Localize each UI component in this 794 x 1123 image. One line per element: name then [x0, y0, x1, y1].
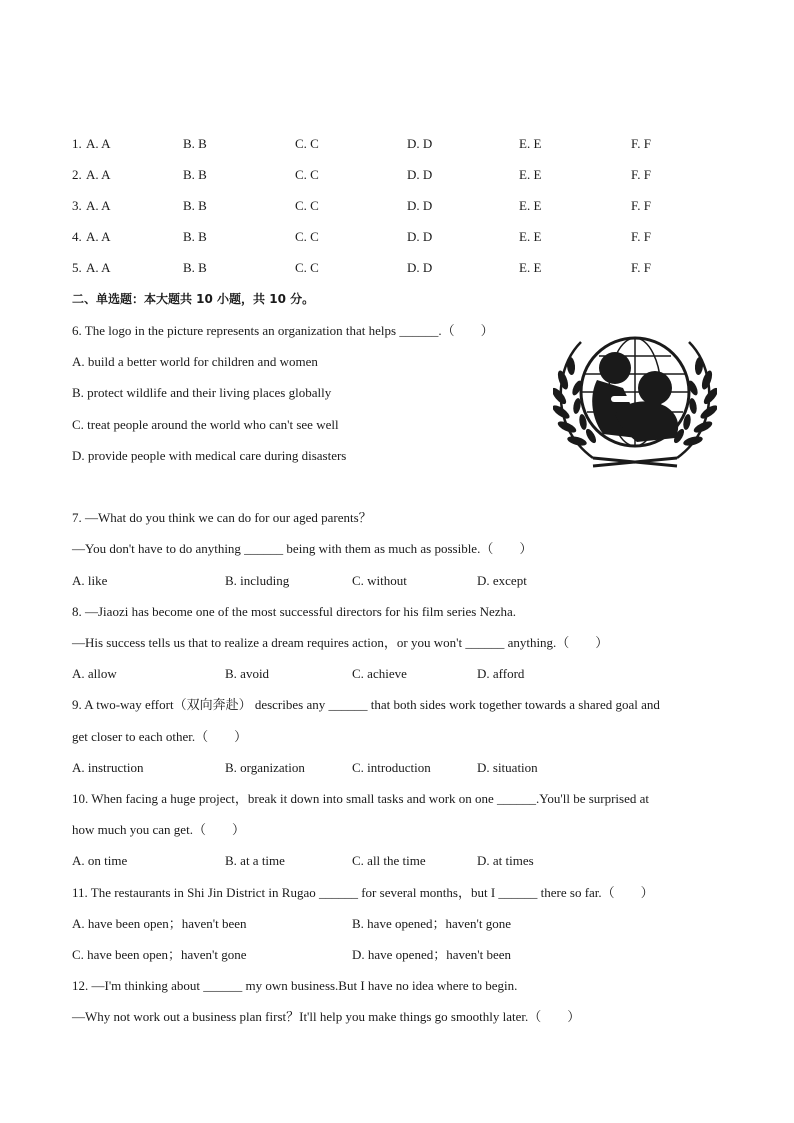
q8-stem: 8. —Jiaozi has become one of the most successful directors for his film series Nezha.: [72, 604, 517, 619]
q8-options: [72, 666, 732, 682]
option-d: D. D: [407, 136, 433, 151]
q9-options: [72, 760, 732, 776]
option-f: F. F: [631, 198, 651, 213]
option-c: C. C: [295, 136, 319, 151]
q7-stem: 7. —What do you think we can do for our aged parents？: [72, 510, 372, 525]
q6-stem: 6. The logo in the picture represents an organization that helps ______.（ ）: [72, 323, 494, 338]
q10-option-b: B. at a time: [225, 853, 285, 868]
option-e: E. E: [519, 229, 542, 244]
q8-option-c: C. achieve: [352, 666, 407, 681]
q11-option-c: C. have been open；haven't gone: [72, 947, 247, 962]
q10-options: [72, 853, 732, 869]
row-number: 3.: [72, 198, 82, 213]
option-f: F. F: [631, 229, 651, 244]
option-b: B. B: [183, 260, 207, 275]
q10-option-d: D. at times: [477, 853, 534, 868]
q6-option-b: B. protect wildlife and their living places globally: [72, 385, 332, 400]
q8-option-a: A. allow: [72, 666, 117, 681]
q10-option-a: A. on time: [72, 853, 128, 868]
option-e: E. E: [519, 167, 542, 182]
q12-stem: 12. —I'm thinking about ______ my own business.But I have no idea where to begin.: [72, 978, 518, 993]
q7-option-b: B. including: [225, 573, 290, 588]
option-e: E. E: [519, 136, 542, 151]
q6-option-c: C. treat people around the world who can't see well: [72, 417, 339, 432]
option-c: C. C: [295, 260, 319, 275]
q9-option-b: B. organization: [225, 760, 305, 775]
section-title: 二、单选题：本大题共 10 小题，共 10 分。: [72, 292, 315, 306]
row-number: 5.: [72, 260, 82, 275]
option-f: F. F: [631, 136, 651, 151]
option-d: D. D: [407, 260, 433, 275]
q12-response: —Why not work out a business plan first？It'll help you make things go smoothly later.（ ）: [72, 1009, 581, 1024]
q11-option-b: B. have opened；haven't gone: [352, 916, 512, 931]
matching-row-5: [72, 260, 732, 276]
q9-option-c: C. introduction: [352, 760, 431, 775]
option-c: C. C: [295, 229, 319, 244]
matching-row-2: [72, 167, 732, 183]
option-d: D. D: [407, 229, 433, 244]
option-b: B. B: [183, 136, 207, 151]
q10-option-c: C. all the time: [352, 853, 426, 868]
option-a: A. A: [86, 198, 111, 213]
option-a: A. A: [86, 229, 111, 244]
q11-options-row-1: [72, 916, 732, 932]
q6-option-a: A. build a better world for children and women: [72, 354, 318, 369]
row-number: 4.: [72, 229, 82, 244]
q10-stem: 10. When facing a huge project，break it down into small tasks and work on one ______.You'll be surprised at: [72, 791, 650, 806]
option-f: F. F: [631, 260, 651, 275]
q7-option-d: D. except: [477, 573, 527, 588]
option-b: B. B: [183, 167, 207, 182]
row-number: 1.: [72, 136, 82, 151]
q11-option-d: D. have opened；haven't been: [352, 947, 512, 962]
option-b: B. B: [183, 198, 207, 213]
option-b: B. B: [183, 229, 207, 244]
q7-options: [72, 573, 732, 589]
option-c: C. C: [295, 198, 319, 213]
option-a: A. A: [86, 260, 111, 275]
q8-option-b: B. avoid: [225, 666, 270, 681]
option-f: F. F: [631, 167, 651, 182]
q8-option-d: D. afford: [477, 666, 525, 681]
q7-response: —You don't have to do anything ______ being with them as much as possible.（ ）: [72, 541, 533, 556]
q7-option-c: C. without: [352, 573, 407, 588]
q11-stem: 11. The restaurants in Shi Jin District in Rugao ______ for several months，but I ______ there so far.（ ）: [72, 885, 654, 900]
q9-stem: 9. A two-way effort（双向奔赴） describes any ______ that both sides work together towards a shared goal and: [72, 697, 660, 712]
option-c: C. C: [295, 167, 319, 182]
q11-options-row-2: [72, 947, 732, 963]
q9-option-a: A. instruction: [72, 760, 144, 775]
option-e: E. E: [519, 198, 542, 213]
q11-option-a: A. have been open；haven't been: [72, 916, 247, 931]
option-d: D. D: [407, 198, 433, 213]
q8-response: —His success tells us that to realize a dream requires action，or you won't ______ anything.（ ）: [72, 635, 609, 650]
q6-option-d: D. provide people with medical care during disasters: [72, 448, 347, 463]
unicef-logo-icon: [553, 330, 717, 470]
option-a: A. A: [86, 167, 111, 182]
row-number: 2.: [72, 167, 82, 182]
matching-row-4: [72, 229, 732, 245]
matching-row-3: [72, 198, 732, 214]
option-a: A. A: [86, 136, 111, 151]
q7-option-a: A. like: [72, 573, 108, 588]
option-e: E. E: [519, 260, 542, 275]
matching-row-1: [72, 136, 732, 152]
q9-option-d: D. situation: [477, 760, 538, 775]
q9-stem-continued: get closer to each other.（ ）: [72, 729, 248, 744]
q10-stem-continued: how much you can get.（ ）: [72, 822, 245, 837]
option-d: D. D: [407, 167, 433, 182]
